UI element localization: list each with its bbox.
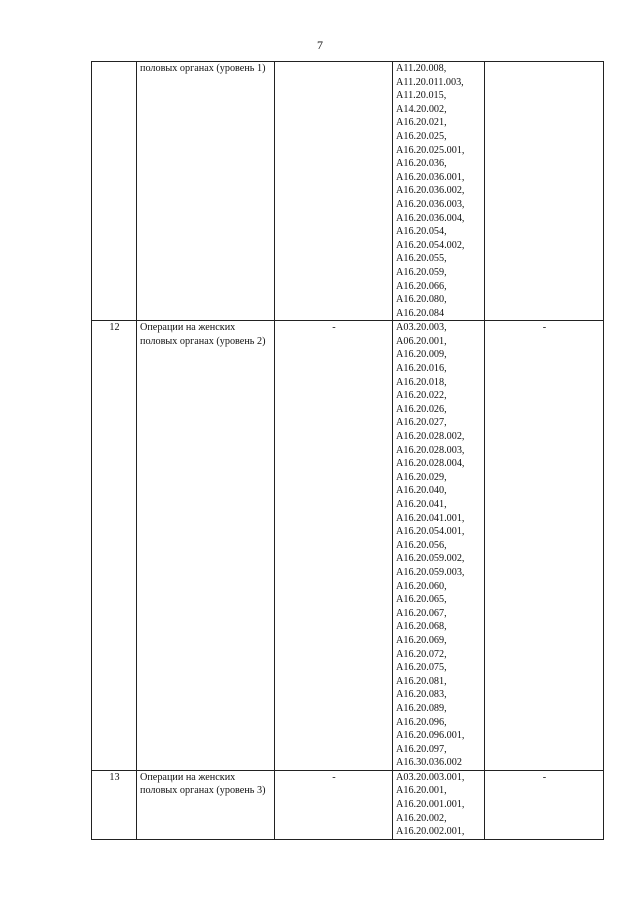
service-code: A16.20.059, [396,266,447,278]
service-code: A16.20.021, [396,117,447,129]
service-code: A16.20.072, [396,648,447,660]
service-code: A16.20.028.004, [396,458,465,470]
service-code: A16.20.054.001, [396,526,465,538]
operation-name-cell [137,62,275,321]
operation-name-cell [137,770,275,839]
service-code: A16.20.028.002, [396,431,465,443]
column-a-cell: - [275,321,393,771]
table-row [92,321,604,771]
service-code: A16.20.040, [396,485,447,497]
service-code: A16.20.028.003, [396,444,465,456]
service-code: A16.20.066, [396,280,447,292]
service-code: A16.20.059.002, [396,553,465,565]
row-number-cell: 13 [92,770,137,839]
service-code: A16.30.036.002 [396,757,462,769]
service-code: A03.20.003.001, [396,771,465,783]
service-code: A16.20.080, [396,294,447,306]
service-code: A06.20.001, [396,335,447,347]
service-code: A16.20.068, [396,621,447,633]
service-code: A16.20.083, [396,689,447,701]
service-code: A16.20.065, [396,594,447,606]
service-code: A16.20.036.003, [396,198,465,210]
service-code: A16.20.055, [396,253,447,265]
service-code: A16.20.001.001, [396,799,465,811]
service-code: A16.20.075, [396,662,447,674]
row-number-cell: 12 [92,321,137,771]
service-code: A16.20.025.001, [396,144,465,156]
column-b-cell [485,62,604,321]
service-codes-cell [393,770,485,839]
service-code: A16.20.054.002, [396,239,465,251]
service-code: A16.20.060, [396,580,447,592]
service-code: A16.20.001, [396,785,447,797]
service-code: A16.20.036, [396,158,447,170]
service-code: A16.20.022, [396,390,447,402]
page-number: 7 [317,38,323,52]
service-code: A16.20.081, [396,675,447,687]
service-code: A03.20.003, [396,322,447,334]
service-code: A16.20.036.001, [396,171,465,183]
table-row [92,770,604,839]
column-b-cell: - [485,321,604,771]
operation-name-cell [137,321,275,771]
service-code: A16.20.029, [396,471,447,483]
service-code: A16.20.096, [396,716,447,728]
operation-name: Операции на женских половых органах (уровень 3) [140,771,266,797]
service-code: A16.20.025, [396,130,447,142]
service-code: A16.20.018, [396,376,447,388]
service-code: A16.20.097, [396,743,447,755]
service-code: A16.20.036.004, [396,212,465,224]
service-code: A16.20.096.001, [396,730,465,742]
column-a-cell [275,62,393,321]
table-body [92,62,604,840]
operation-name: половых органах (уровень 1) [140,63,266,74]
service-code: A16.20.009, [396,349,447,361]
service-code: A11.20.011.003, [396,76,464,88]
service-code: A16.20.002.001, [396,826,465,838]
service-code: A16.20.056, [396,539,447,551]
service-code: A16.20.016, [396,363,447,375]
service-code: A16.20.054, [396,226,447,238]
column-b-cell: - [485,770,604,839]
service-code: A16.20.027, [396,417,447,429]
operation-name: Операции на женских половых органах (уровень 2) [140,322,266,347]
service-code: A16.20.041, [396,499,447,510]
service-code: A11.20.008, [396,63,447,74]
service-code: A16.20.059.003, [396,566,465,578]
column-a-cell: - [275,770,393,839]
service-codes-cell [393,62,485,321]
row-number-cell [92,62,137,321]
service-code: A16.20.036.002, [396,185,465,197]
service-code: A14.20.002, [396,103,447,115]
table-row [92,62,604,321]
service-code: A16.20.084 [396,307,445,319]
service-code: A11.20.015, [396,90,447,102]
service-code: A16.20.089, [396,702,447,714]
service-code: A16.20.026, [396,403,447,415]
service-code: A16.20.067, [396,607,447,619]
service-code: A16.20.002, [396,812,447,824]
service-codes-cell [393,321,485,771]
service-code: A16.20.069, [396,634,447,646]
document-table [91,61,604,840]
service-code: A16.20.041.001, [396,512,465,524]
